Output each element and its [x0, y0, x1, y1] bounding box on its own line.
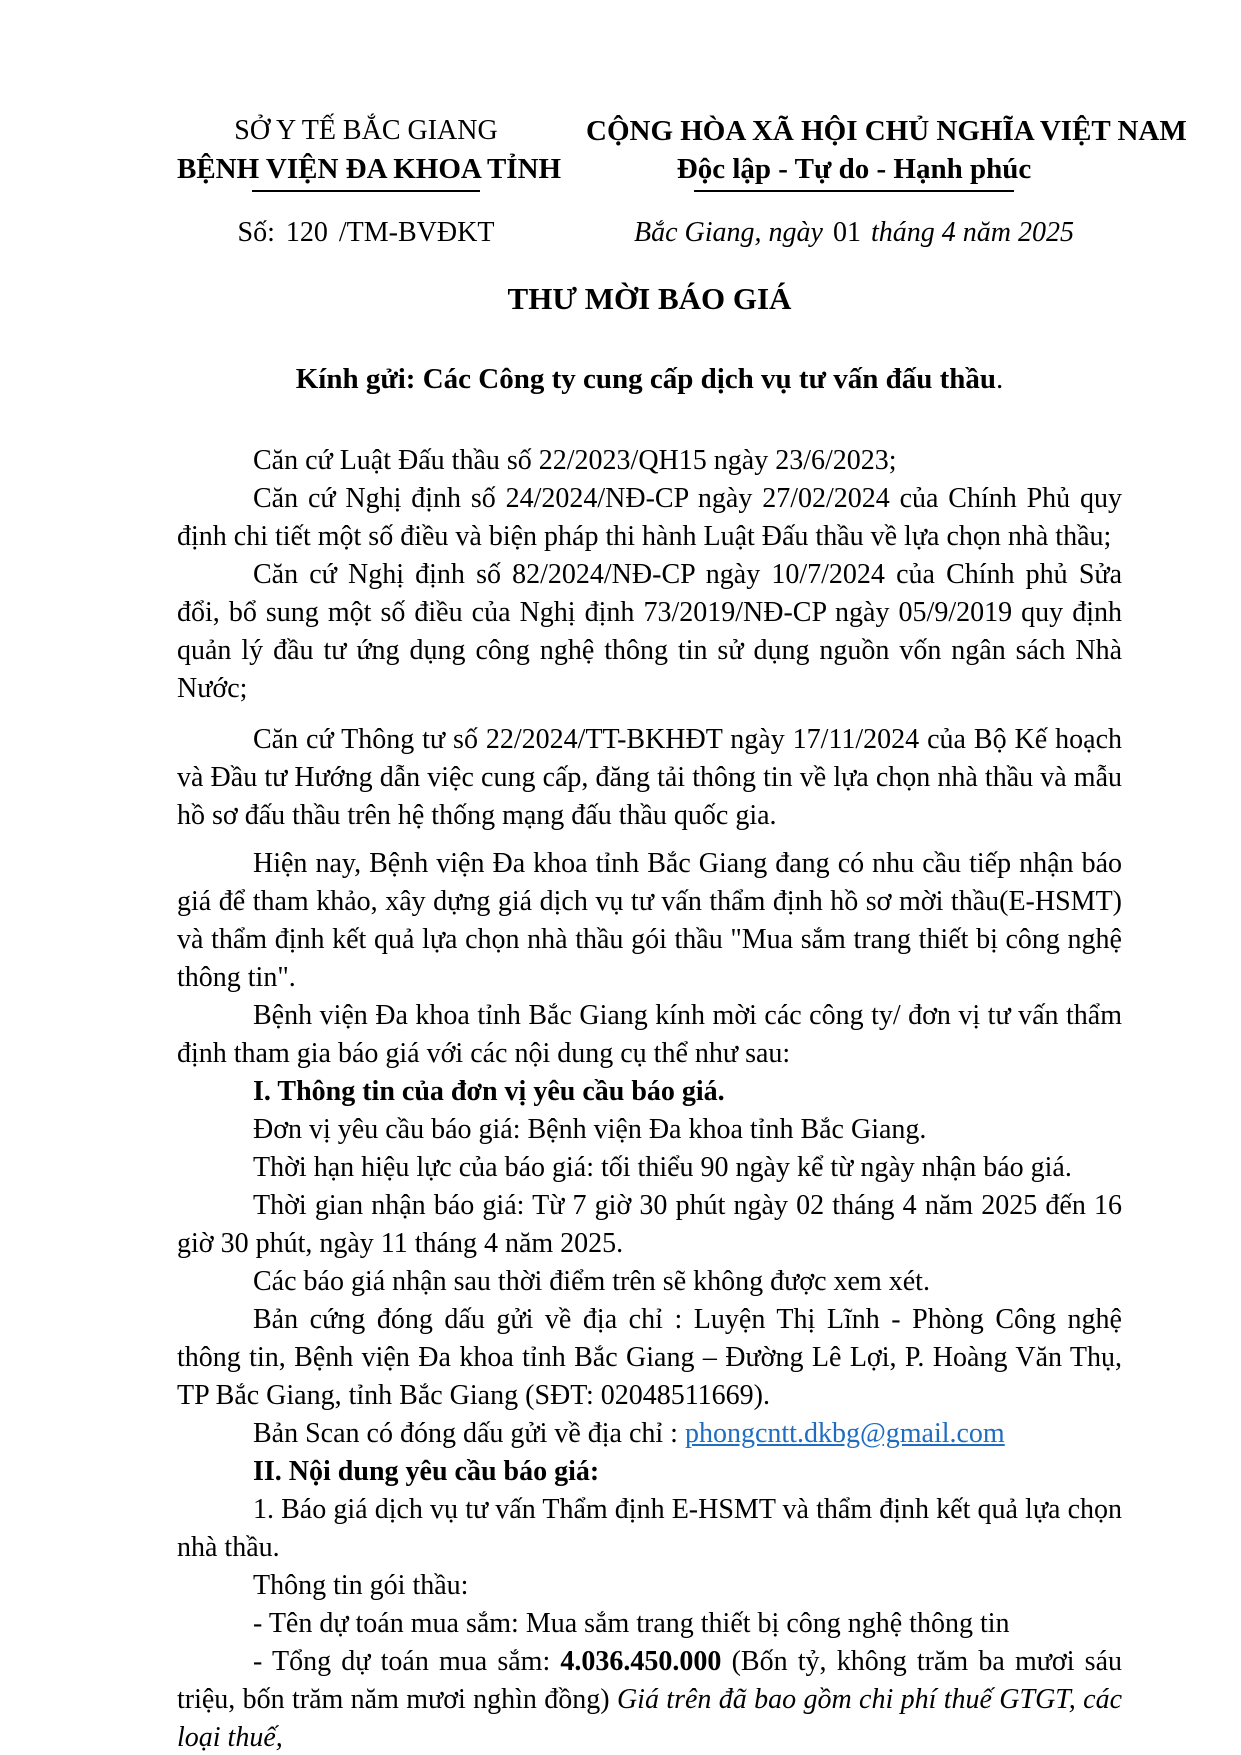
- budget-tax-note: Giá trên đã bao gồm chi phí thuế GTGT, các loại thuế,: [177, 1684, 1122, 1753]
- salutation-main: Kính gửi: Các Công ty cung cấp dịch vụ tư vấn đấu thầu: [295, 363, 997, 395]
- budget-label: - Tổng dự toán mua sắm:: [253, 1646, 551, 1677]
- package-name-line: - Tên dự toán mua sắm: Mua sắm trang thiết bị công nghệ thông tin: [253, 1608, 1010, 1639]
- document-number-value: 120: [285, 217, 328, 248]
- requesting-unit-line: Đơn vị yêu cầu báo giá: Bệnh viện Đa khoa tỉnh Bắc Giang.: [253, 1114, 927, 1145]
- late-quote-note: Các báo giá nhận sau thời điểm trên sẽ không được xem xét.: [253, 1266, 930, 1297]
- document-header: [177, 112, 1187, 252]
- legal-basis-paragraph: Căn cứ Nghị định số 82/2024/NĐ-CP ngày 10/7/2024 của Chính phủ Sửa đổi, bổ sung một số điều của Nghị định 73/2019/NĐ-CP ngày 05/9/2019 quy định quản lý đầu tư ứng dụng công nghệ thông tin sử dụng nguồn vốn ngân sách Nhà Nước;: [177, 559, 1122, 704]
- intro-paragraph: Hiện nay, Bệnh viện Đa khoa tỉnh Bắc Giang đang có nhu cầu tiếp nhận báo giá để tham khảo, xây dựng giá dịch vụ tư vấn thẩm định hồ sơ mời thầu(E-HSMT) và thẩm định kết quả lựa chọn nhà thầu gói thầu "Mua sắm trang thiết bị công nghệ thông tin".: [177, 848, 1122, 993]
- national-title: CỘNG HÒA XÃ HỘI CHỦ NGHĨA VIỆT NAM: [586, 115, 1187, 147]
- scan-address-line: [177, 1415, 1122, 1453]
- section-1-heading: I. Thông tin của đơn vị yêu cầu báo giá.: [253, 1076, 725, 1107]
- date-day: 01: [832, 217, 861, 248]
- section-2-heading: II. Nội dung yêu cầu báo giá:: [253, 1456, 600, 1487]
- document-number-suffix: /TM-BVĐKT: [338, 217, 495, 248]
- national-motto-block: [586, 112, 1187, 252]
- budget-line: [177, 1643, 1122, 1755]
- document-title: THƯ MỜI BÁO GIÁ: [507, 281, 792, 316]
- date-tail: tháng 4 năm 2025: [870, 217, 1074, 248]
- quote-deadline-line: Thời gian nhận báo giá: Từ 7 giờ 30 phút ngày 02 tháng 4 năm 2025 đến 16 giờ 30 phút, ngày 11 tháng 4 năm 2025.: [177, 1190, 1122, 1259]
- org-underline: [252, 190, 480, 192]
- budget-amount: 4.036.450.000: [560, 1646, 722, 1677]
- org-name: BỆNH VIỆN ĐA KHOA TỈNH: [177, 153, 562, 185]
- package-info-label: Thông tin gói thầu:: [253, 1570, 469, 1601]
- email-link[interactable]: phongcntt.dkbg@gmail.com: [684, 1418, 1005, 1449]
- document-body: [177, 442, 1122, 1755]
- document-number: [177, 214, 555, 252]
- legal-basis-paragraph: Căn cứ Luật Đấu thầu số 22/2023/QH15 ngày 23/6/2023;: [253, 445, 897, 476]
- quote-validity-line: Thời hạn hiệu lực của báo giá: tối thiểu 90 ngày kể từ ngày nhận báo giá.: [253, 1152, 1072, 1183]
- salutation: [177, 360, 1122, 398]
- invitation-paragraph: Bệnh viện Đa khoa tỉnh Bắc Giang kính mời các công ty/ đơn vị tư vấn thẩm định tham gia báo giá với các nội dung cụ thể như sau:: [177, 1000, 1122, 1069]
- date-place: Bắc Giang, ngày: [634, 217, 823, 248]
- legal-basis-paragraph: Căn cứ Nghị định số 24/2024/NĐ-CP ngày 27/02/2024 của Chính Phủ quy định chi tiết một số điều và biện pháp thi hành Luật Đấu thầu về lựa chọn nhà thầu;: [177, 483, 1122, 552]
- scan-address-label: Bản Scan có đóng dấu gửi về địa chỉ :: [253, 1418, 678, 1449]
- hardcopy-address-line: Bản cứng đóng dấu gửi về địa chỉ : Luyện Thị Lĩnh - Phòng Công nghệ thông tin, Bệnh viện Đa khoa tỉnh Bắc Giang – Đường Lê Lợi, P. Hoàng Văn Thụ, TP Bắc Giang, tỉnh Bắc Giang (SĐT: 02048511669).: [177, 1304, 1122, 1411]
- salutation-period: .: [996, 363, 1004, 395]
- service-item-line: 1. Báo giá dịch vụ tư vấn Thẩm định E-HSMT và thẩm định kết quả lựa chọn nhà thầu.: [177, 1494, 1122, 1563]
- legal-basis-paragraph: Căn cứ Thông tư số 22/2024/TT-BKHĐT ngày 17/11/2024 của Bộ Kế hoạch và Đầu tư Hướng dẫn việc cung cấp, đăng tải thông tin về lựa chọn nhà thầu và mẫu hồ sơ đấu thầu trên hệ thống mạng đấu thầu quốc gia.: [177, 724, 1122, 831]
- issuing-org-block: [177, 112, 562, 252]
- budget-words: (Bốn tỷ, không trăm ba mươi sáu triệu, bốn trăm năm mươi nghìn đồng): [177, 1646, 1122, 1715]
- parent-org-name: SỞ Y TẾ BẮC GIANG: [234, 115, 498, 146]
- place-and-date: [586, 214, 1122, 252]
- document-number-label: Số:: [237, 217, 275, 248]
- national-motto: Độc lập - Tự do - Hạnh phúc: [676, 153, 1032, 185]
- motto-underline: [694, 190, 1014, 192]
